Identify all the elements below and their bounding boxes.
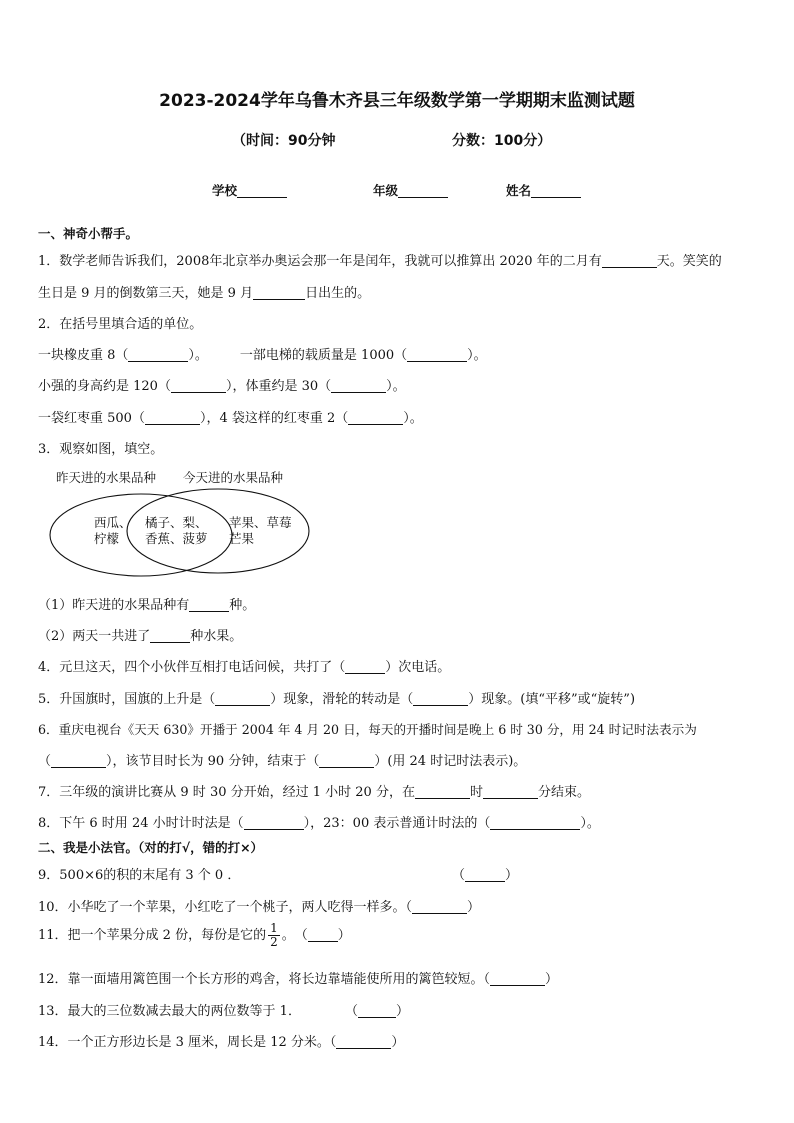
question-2-text: 小强的身高约是 120（	[38, 379, 171, 394]
question-13-text: （	[345, 1004, 359, 1019]
question-5-text: ）现象，滑轮的转动是（	[270, 692, 414, 707]
question-1-blank-1[interactable]	[602, 253, 657, 268]
question-2-text: 一袋红枣重 500（	[38, 411, 145, 426]
venn-overlap-item: 橘子、梨、	[145, 515, 208, 530]
question-7-text: 分结束。	[537, 785, 590, 800]
question-11-text: 11．把一个苹果分成 2 份，每份是它的	[38, 928, 267, 943]
school-field	[212, 181, 287, 199]
question-4-text: ）次电话。	[385, 660, 451, 675]
grade-field	[373, 181, 448, 199]
question-8-blank-2[interactable]	[490, 815, 580, 830]
question-2-text: ）。	[467, 348, 487, 363]
question-14	[38, 1031, 404, 1050]
question-3-blank-1[interactable]	[189, 597, 229, 612]
question-8-blank-1[interactable]	[244, 815, 304, 830]
question-6-text: ）(用 24 时记时法表示)。	[374, 754, 527, 769]
school-label: 学校	[212, 183, 238, 198]
question-9-text: 9．500×6的积的末尾有 3 个 0 ．	[38, 868, 241, 883]
venn-right-item: 苹果、草莓	[229, 515, 292, 530]
question-5-text: 5．升国旗时，国旗的上升是（	[38, 692, 216, 707]
question-11-blank[interactable]	[308, 927, 338, 942]
question-3-part-2	[38, 625, 242, 644]
question-7-blank-2[interactable]	[483, 784, 538, 799]
question-13-text: ）	[396, 1004, 410, 1019]
question-3-text: 种水果。	[190, 629, 243, 644]
question-14-text: ）	[391, 1035, 405, 1050]
question-3-text: （2）两天一共进了	[38, 629, 151, 644]
question-12-text: 12．靠一面墙用篱笆围一个长方形的鸡舍，将长边靠墙能使所用的篱笆较短。（	[38, 972, 491, 987]
question-5	[38, 688, 635, 707]
section-2-heading: 二、我是小法官。（对的打√，错的打×）	[38, 840, 264, 855]
question-10	[38, 896, 480, 915]
question-9-answer	[452, 864, 518, 883]
question-2-row-2	[38, 375, 406, 394]
question-9	[38, 864, 240, 883]
question-5-blank-1[interactable]	[215, 691, 270, 706]
question-7-text: 时	[469, 785, 483, 800]
question-1-blank-2[interactable]	[253, 285, 305, 300]
question-8-text: ），23：00 表示普通计时法的（	[303, 816, 491, 831]
question-1-text-c: 生日是 9 月的倒数第三天，她是 9 月	[38, 286, 254, 301]
question-7-blank-1[interactable]	[415, 784, 470, 799]
question-2-blank-1[interactable]	[128, 347, 188, 362]
name-label: 姓名	[506, 183, 532, 198]
question-13	[38, 1000, 301, 1019]
name-blank[interactable]	[531, 183, 581, 198]
venn-right-label: 今天进的水果品种	[183, 470, 284, 485]
question-14-text: 14．一个正方形边长是 3 厘米，周长是 12 分米。（	[38, 1035, 337, 1050]
question-6-text: （	[38, 754, 52, 769]
question-1-text-a: 1．数学老师告诉我们，2008年北京举办奥运会那一年是闰年，我就可以推算出 2020 年的二月有	[38, 254, 602, 269]
question-4-text: 4．元旦这天，四个小伙伴互相打电话问候，共打了（	[38, 660, 346, 675]
question-2-text: ）。	[188, 348, 208, 363]
question-1-text-d: 日出生的。	[305, 286, 371, 301]
question-2-blank-2[interactable]	[407, 347, 467, 362]
fraction-one-half	[268, 922, 280, 949]
section-1-heading: 一、神奇小帮手。	[38, 226, 139, 241]
question-12-text: ）	[545, 972, 559, 987]
question-8	[38, 812, 600, 831]
question-5-text: ）现象。(填“平移”或“旋转”)	[468, 692, 636, 707]
question-6-text: ），该节目时长为 90 分钟，结束于（	[106, 754, 320, 769]
venn-diagram	[40, 465, 330, 585]
question-3-blank-2[interactable]	[150, 628, 190, 643]
question-3-text: （1）昨天进的水果品种有	[38, 598, 190, 613]
question-3-part-1	[38, 594, 255, 613]
question-9-blank[interactable]	[465, 867, 505, 882]
question-2-row-3	[38, 407, 423, 426]
question-6-line-2	[38, 750, 526, 769]
question-2-row-1	[38, 344, 487, 363]
question-13-blank[interactable]	[358, 1003, 396, 1018]
question-6-line-1: 6．重庆电视台《天天 630》开播于 2004 年 4 月 20 日，每天的开播时间是晚上 6 时 30 分，用 24 时记时法表示为	[38, 722, 697, 737]
fraction-denominator: 2	[270, 935, 278, 949]
question-2-blank-3[interactable]	[171, 378, 226, 393]
question-7-text: 7．三年级的演讲比赛从 9 时 30 分开始，经过 1 小时 20 分，在	[38, 785, 415, 800]
question-9-text: （	[452, 868, 466, 883]
school-blank[interactable]	[237, 183, 287, 198]
question-10-text: ）	[467, 900, 481, 915]
question-3-title: 3．观察如图，填空。	[38, 442, 164, 457]
question-10-blank[interactable]	[412, 899, 467, 914]
question-1-line-2	[38, 282, 370, 301]
question-14-blank[interactable]	[336, 1034, 391, 1049]
name-field	[506, 181, 581, 199]
grade-blank[interactable]	[398, 183, 448, 198]
venn-left-item: 柠檬	[94, 531, 120, 546]
question-2-title: 2．在括号里填合适的单位。	[38, 317, 203, 332]
question-1-text-b: 天。笑笑的	[656, 254, 722, 269]
question-8-text: 8．下午 6 时用 24 小时计时法是（	[38, 816, 244, 831]
venn-left-label: 昨天进的水果品种	[56, 470, 157, 485]
page-title: 2023-2024学年乌鲁木齐县三年级数学第一学期期末监测试题	[159, 91, 635, 111]
question-8-text: ）。	[580, 816, 600, 831]
question-2-text: 一块橡皮重 8（	[38, 348, 129, 363]
venn-overlap-item: 香蕉、菠萝	[145, 531, 208, 546]
question-2-blank-4[interactable]	[331, 378, 386, 393]
question-2-text: ），4 袋这样的红枣重 2（	[199, 411, 349, 426]
venn-right-item: 芒果	[229, 531, 255, 546]
question-12-blank[interactable]	[490, 971, 545, 986]
question-11-text: ）	[337, 928, 351, 943]
question-2-text: ），体重约是 30（	[225, 379, 332, 394]
question-2-text: ）。	[386, 379, 406, 394]
grade-label: 年级	[373, 183, 399, 198]
question-2-text: ）。	[403, 411, 423, 426]
question-11-text: 。 （	[281, 928, 308, 943]
question-11	[38, 922, 351, 949]
question-10-text: 10．小华吃了一个苹果，小红吃了一个桃子，两人吃得一样多。（	[38, 900, 413, 915]
question-7	[38, 781, 590, 800]
question-13-answer	[345, 1000, 409, 1019]
question-6-blank-2[interactable]	[319, 753, 374, 768]
fraction-numerator: 1	[270, 921, 278, 935]
question-4-blank[interactable]	[345, 659, 385, 674]
venn-left-item: 西瓜、	[94, 515, 132, 530]
question-13-text: 13．最大的三位数减去最大的两位数等于 1．	[38, 1004, 301, 1019]
question-2-blank-6[interactable]	[348, 410, 403, 425]
question-12	[38, 968, 558, 987]
question-3-text: 种。	[229, 598, 256, 613]
question-2-text: 一部电梯的载质量是 1000（	[239, 348, 408, 363]
question-2-blank-5[interactable]	[145, 410, 200, 425]
exam-time: （时间：90分钟	[232, 133, 336, 149]
question-9-text: ）	[505, 868, 519, 883]
question-1-line-1	[38, 250, 722, 269]
question-5-blank-2[interactable]	[413, 691, 468, 706]
exam-score: 分数：100分）	[452, 133, 552, 149]
question-6-blank-1[interactable]	[51, 753, 106, 768]
question-4	[38, 656, 450, 675]
